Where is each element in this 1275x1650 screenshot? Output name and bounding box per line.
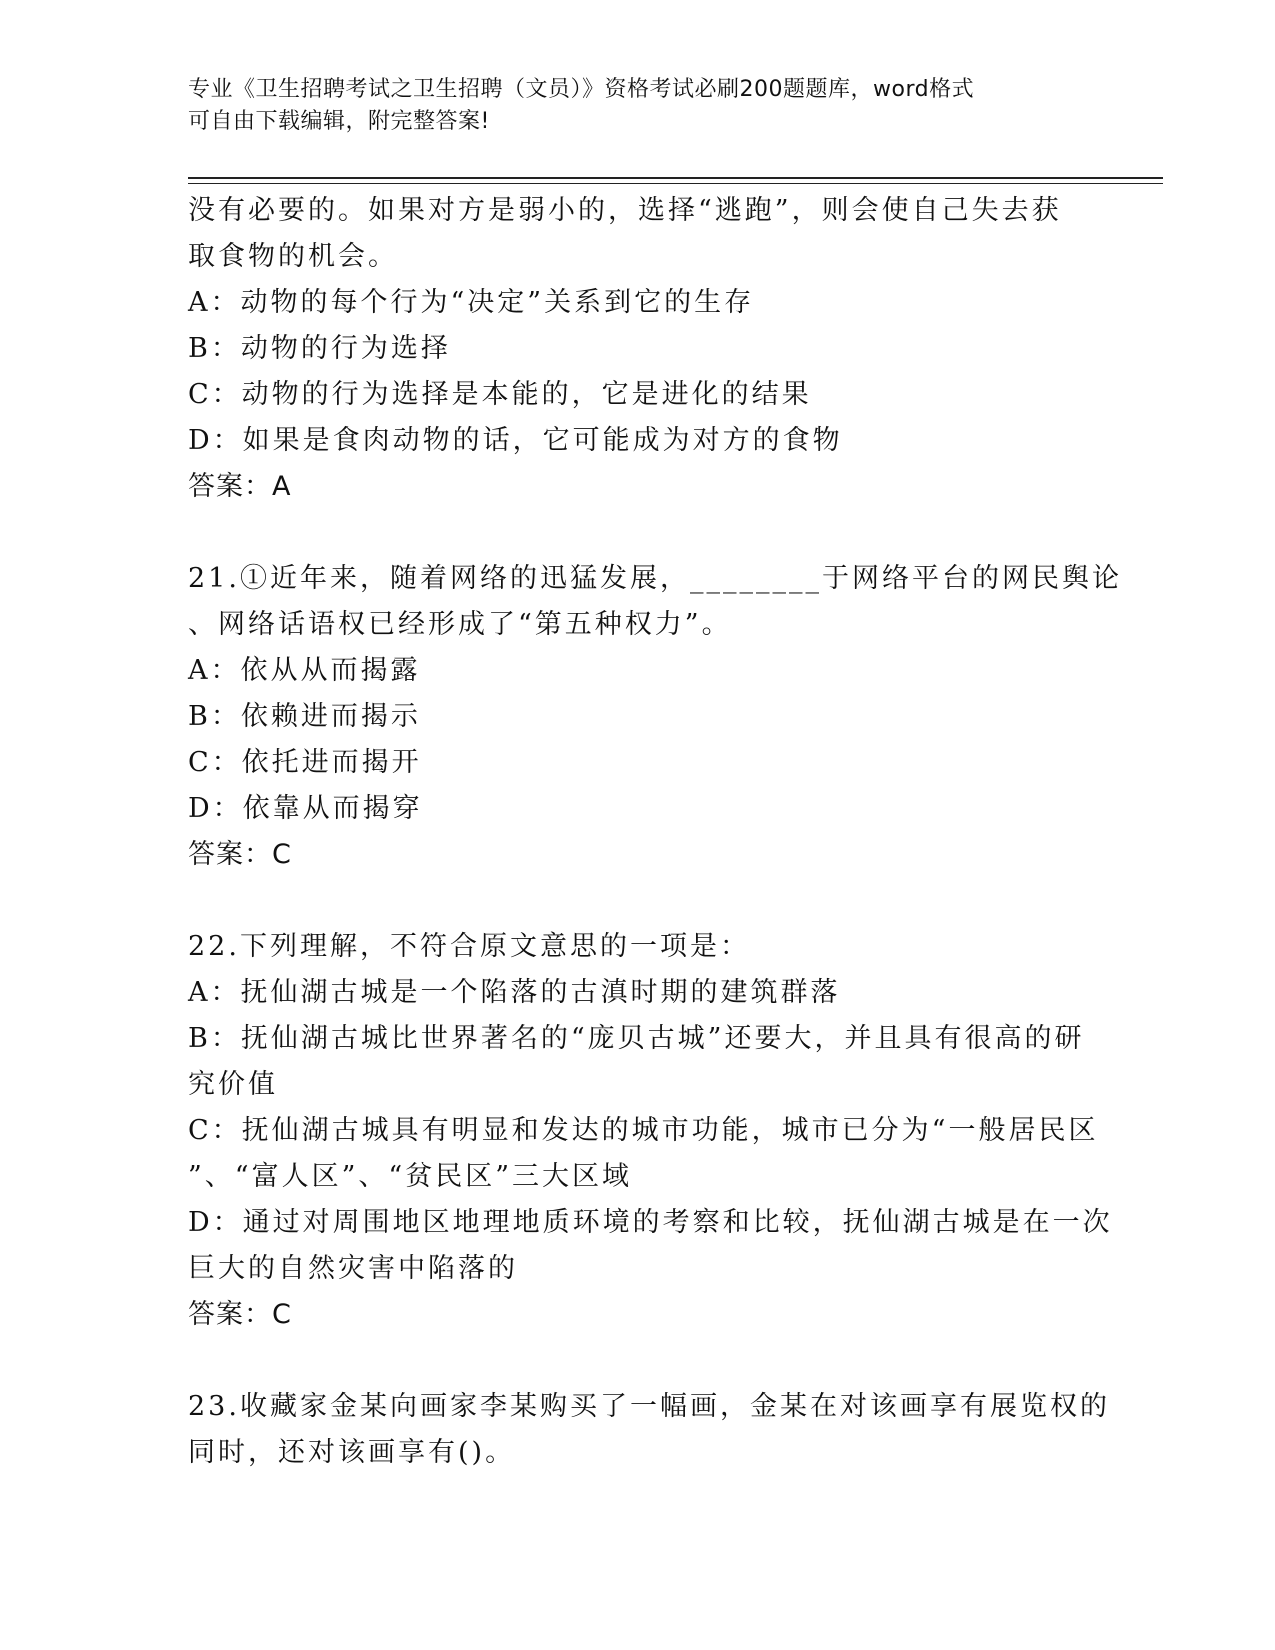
- option-a: A：动物的每个行为“决定”关系到它的生存: [188, 287, 755, 318]
- option-d-continued: 巨大的自然灾害中陷落的: [188, 1253, 518, 1284]
- question-content: [188, 188, 1122, 1476]
- option-b: B：依赖进而揭示: [188, 701, 421, 732]
- option-a: A：抚仙湖古城是一个陷落的古滇时期的建筑群落: [188, 977, 841, 1008]
- answer-line: 答案：C: [188, 839, 292, 870]
- question-text-line: 21.①近年来，随着网络的迅猛发展，________于网络平台的网民舆论: [188, 563, 1122, 594]
- option-b-continued: 究价值: [188, 1069, 278, 1100]
- option-c-continued: ”、“富人区”、“贫民区”三大区域: [188, 1161, 633, 1192]
- header-divider-thin: [188, 183, 1163, 184]
- question-text-line: 、网络话语权已经形成了“第五种权力”。: [188, 609, 732, 640]
- option-d: D：通过对周围地区地理地质环境的考察和比较，抚仙湖古城是在一次: [188, 1207, 1113, 1238]
- answer-line: 答案：C: [188, 1299, 292, 1330]
- option-c: C：动物的行为选择是本能的，它是进化的结果: [188, 379, 812, 410]
- spacer: [188, 510, 1088, 556]
- option-d: D：如果是食肉动物的话，它可能成为对方的食物: [188, 425, 843, 456]
- question-22: [188, 924, 1113, 1338]
- option-b: B：动物的行为选择: [188, 333, 451, 364]
- question-text-line: 22.下列理解，不符合原文意思的一项是：: [188, 931, 750, 962]
- question-text-line: 取食物的机会。: [188, 241, 398, 272]
- option-c: C：依托进而揭开: [188, 747, 422, 778]
- option-b: B：抚仙湖古城比世界著名的“庞贝古城”还要大，并且具有很高的研: [188, 1023, 1085, 1054]
- question-20: [188, 188, 1088, 510]
- question-21: [188, 556, 1122, 878]
- spacer: [188, 1338, 1088, 1384]
- option-d: D：依靠从而揭穿: [188, 793, 423, 824]
- question-text-line: 23.收藏家金某向画家李某购买了一幅画，金某在对该画享有展览权的: [188, 1391, 1110, 1422]
- header-line-1: 专业《卫生招聘考试之卫生招聘（文员）》资格考试必刷200题题库，word格式: [188, 77, 975, 102]
- question-23: [188, 1384, 1110, 1476]
- answer-line: 答案：A: [188, 471, 292, 502]
- header-divider-thick: [188, 177, 1163, 179]
- spacer: [188, 878, 1088, 924]
- question-text-line: 同时，还对该画享有()。: [188, 1437, 516, 1468]
- option-c: C：抚仙湖古城具有明显和发达的城市功能，城市已分为“一般居民区: [188, 1115, 1099, 1146]
- header-line-2: 可自由下载编辑，附完整答案!: [188, 109, 490, 134]
- option-a: A：依从从而揭露: [188, 655, 421, 686]
- question-text-line: 没有必要的。如果对方是弱小的，选择“逃跑”，则会使自己失去获: [188, 195, 1062, 226]
- document-header: [188, 74, 1068, 138]
